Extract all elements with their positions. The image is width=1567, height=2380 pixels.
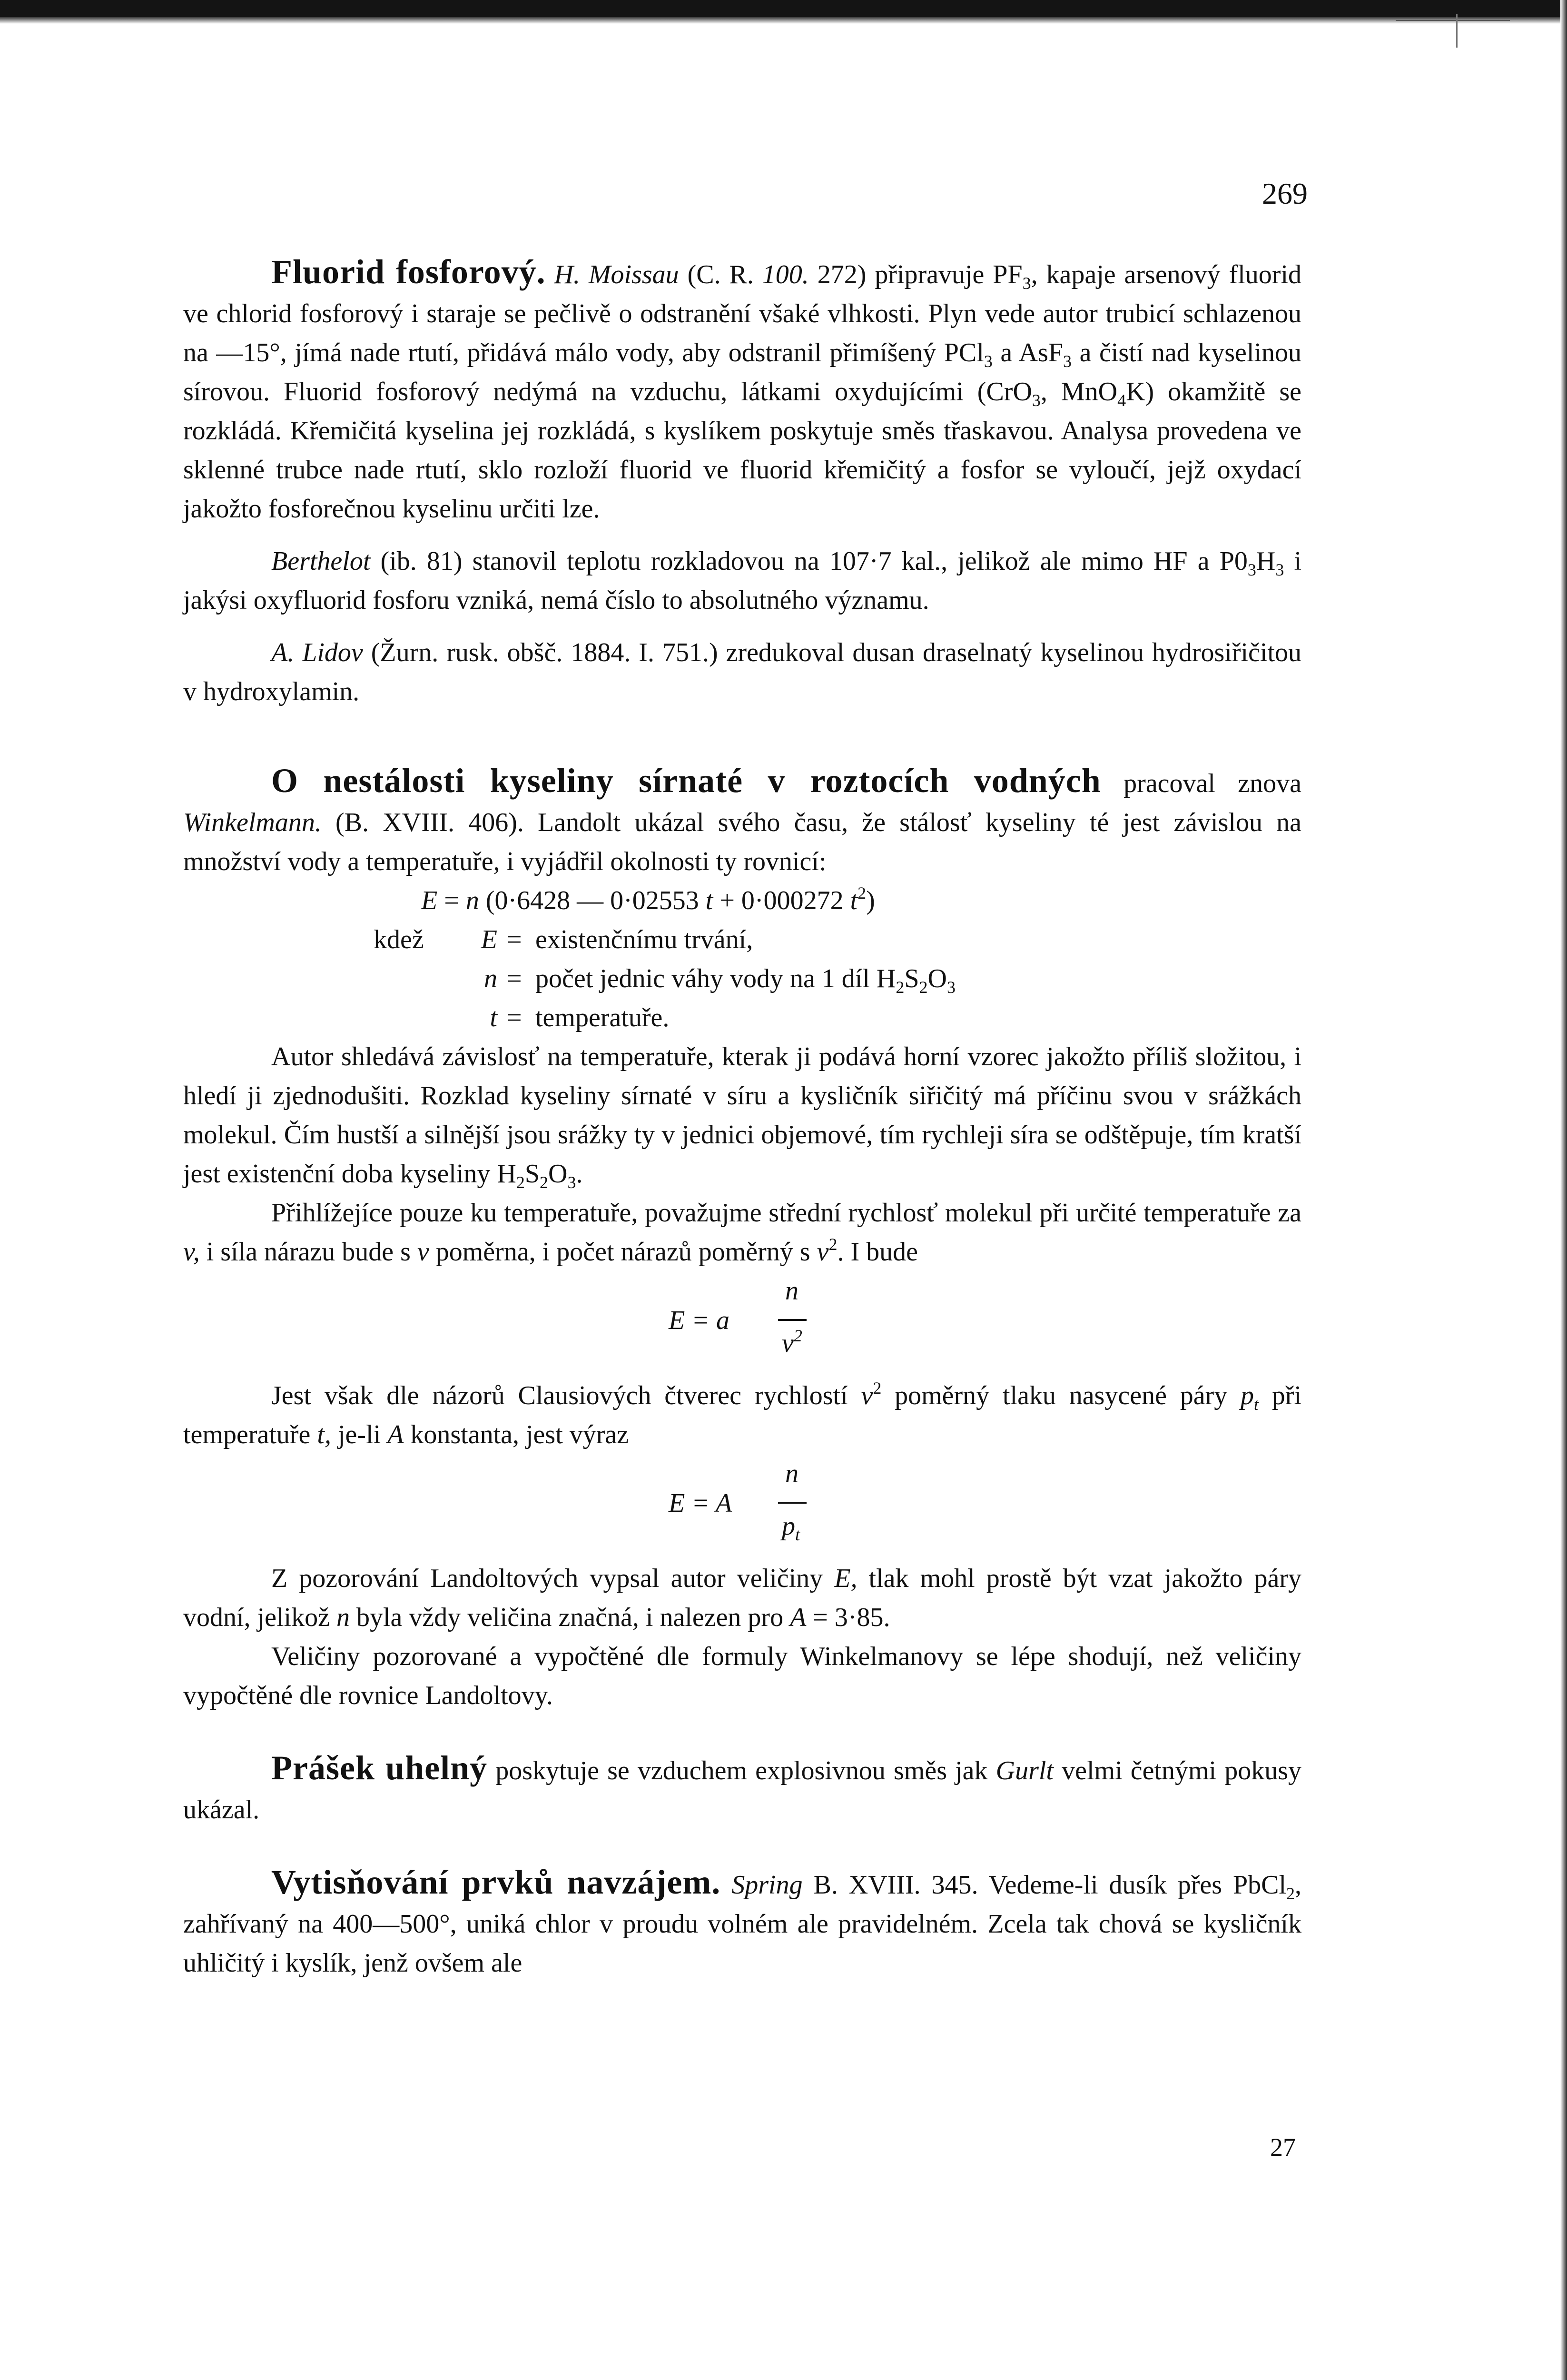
subscript: 2	[919, 978, 928, 997]
text: při temperatuře	[183, 1381, 1302, 1449]
fraction-denominator	[782, 1507, 800, 1546]
text: p	[782, 1511, 795, 1541]
subscript: 3	[946, 978, 956, 997]
text: )	[866, 886, 875, 915]
text: v,	[183, 1237, 200, 1267]
text: =	[507, 1003, 522, 1032]
superscript: 2	[873, 1378, 882, 1398]
text: O	[927, 964, 947, 993]
heading-prasek: Prášek uhelný	[271, 1749, 488, 1787]
text: n	[785, 1276, 798, 1306]
text: t	[850, 886, 858, 915]
text: A	[790, 1603, 807, 1632]
scan-top-shadow	[0, 17, 1567, 24]
text: poměrný tlaku nasycené páry	[895, 1381, 1228, 1410]
text: n	[785, 1459, 798, 1488]
subscript: 2	[1286, 1884, 1295, 1903]
text: +	[719, 886, 735, 915]
text: E,	[834, 1564, 857, 1593]
subscript: 3	[1247, 560, 1256, 579]
author-moissau: H. Moissau	[554, 260, 679, 289]
text: velmi četnými pokusy ukázal.	[183, 1756, 1302, 1825]
subscript: 2	[540, 1173, 549, 1192]
text: p	[1241, 1381, 1254, 1410]
text: Autor shledává závislosť na temperatuře, kterak ji podává horní vzorec jakožto příliš složitou, i hledí ji zjednodušiti. Rozklad kyseliny sírnaté v síru a kysličník siřičitý má příčinu svou v srážkách molekul. Čím hustší a silnější jsou srážky ty v jednici objemové, tím rychleji síra se odštěpuje, tím kratší jest existenční doba kyseliny H	[183, 1042, 1301, 1189]
subscript: 2	[516, 1173, 525, 1192]
author-winkelmann: Winkelmann.	[183, 808, 322, 837]
text: (B. XVIII. 406). Landolt ukázal svého času, že stálosť kyseliny té jest závislou na množství vody a temperatuře, i vyjádřil okolnosti ty rovnicí:	[183, 808, 1301, 876]
text: 272) připravuje PF	[817, 260, 1023, 289]
subscript: 3	[1275, 560, 1284, 579]
text: K) okamžitě se rozkládá. Křemičitá kyselina jej rozkládá, s kyslíkem poskytuje směs třaskavou. Analysa provedena ve sklenné trubce nade rtutí, sklo rozloží fluorid ve fluorid křemičitý a fosfor se vyloučí, jejž oxydací jakožto fosforečnou kyselinu určiti lze.	[183, 377, 1302, 524]
text: a čistí nad kyselinou sírovou. Fluorid fosforový nedýmá na vzduchu, látkami oxydujícími (CrO	[183, 338, 1301, 407]
page-number: 269	[1262, 177, 1308, 210]
page-body	[183, 252, 1301, 1983]
text: 0·000272	[741, 886, 844, 915]
author-lidov: A. Lidov	[271, 638, 363, 667]
text: t	[1254, 1395, 1259, 1414]
text	[535, 959, 956, 998]
text: =	[507, 925, 522, 954]
text: Jest však dle názorů Clausiových čtverec rychlostí	[271, 1381, 848, 1410]
text: E	[481, 925, 497, 954]
signature-mark: 27	[1270, 2133, 1296, 2162]
definition-t	[183, 998, 1301, 1037]
text: v	[861, 1381, 873, 1410]
paragraph-autor	[183, 1037, 1301, 1193]
subscript: 3	[1022, 274, 1031, 293]
text: v	[782, 1329, 794, 1358]
section-vytisnovani	[183, 1863, 1301, 1983]
text: A	[387, 1420, 404, 1449]
formula-E-a	[183, 1271, 1301, 1376]
text: počet jednic váhy vody na 1 díl H	[535, 964, 896, 993]
scan-top-edge	[0, 0, 1567, 17]
text: , MnO	[1040, 377, 1118, 407]
text: pracoval znova	[1101, 769, 1302, 798]
text: E = A	[669, 1488, 732, 1518]
text: 100.	[762, 260, 809, 289]
section-fluorid	[183, 252, 1301, 528]
heading-nestalost: O nestálosti kyseliny sírnaté v roztocích vodných	[271, 762, 1101, 800]
text: (ib. 81) stanovil teplotu rozkladovou na 107·7 kal., jelikož ale mimo HF a P0	[380, 546, 1248, 576]
text: Přihlížejíce pouze ku temperatuře, považujme střední rychlosť molekul při určité temperatuře za	[271, 1198, 1301, 1228]
subscript: 4	[1117, 391, 1126, 410]
text: E = a	[669, 1306, 729, 1335]
definition-E	[183, 920, 1301, 959]
scan-right-edge	[1560, 0, 1567, 2380]
text: byla vždy veličina značná, i nalezen pro	[356, 1603, 784, 1632]
text: (Žurn. rusk. obšč. 1884. I. 751.) zredukoval dusan draselnatý kyselinou hydrosiřičitou v hydroxylamin.	[183, 638, 1302, 706]
equation-landolt	[183, 881, 1301, 920]
fraction-denominator	[782, 1324, 802, 1363]
definition-n	[183, 959, 1301, 998]
superscript: 2	[857, 883, 867, 902]
text: =	[507, 964, 522, 993]
subscript: 2	[896, 978, 905, 997]
text: tlak mohl prostě být vzat jakožto páry vodní, jelikož	[183, 1564, 1302, 1632]
text: S	[904, 964, 919, 993]
text: (0·6428 — 0·02553	[485, 886, 699, 915]
text: konstanta, jest výraz	[410, 1420, 629, 1449]
text: v	[817, 1237, 829, 1267]
text: poměrna, i počet nárazů poměrný s	[435, 1237, 810, 1267]
text: n	[465, 886, 479, 915]
text: = 3·85.	[813, 1603, 890, 1632]
subscript: 3	[567, 1173, 576, 1192]
paragraph-clausius	[183, 1376, 1301, 1454]
fraction-bar	[778, 1319, 807, 1321]
section-nestalost	[183, 761, 1301, 881]
text: , zahřívaný na 400—500°, uniká chlor v proudu volném ale pravidelném. Zcela tak chová se kysličník uhličitý i kyslík, jenž ovšem ale	[183, 1870, 1302, 1978]
text: i síla nárazu bude s	[206, 1237, 411, 1267]
subscript: 3	[984, 352, 993, 371]
text: existenčnímu trvání,	[535, 925, 753, 954]
section-berthelot	[183, 542, 1301, 620]
text: temperatuře.	[535, 1003, 670, 1032]
text: S	[524, 1159, 540, 1189]
text: v	[417, 1237, 429, 1267]
superscript: 2	[828, 1235, 838, 1254]
text: O	[548, 1159, 568, 1189]
heading-fluorid: Fluorid fosforový.	[271, 253, 546, 291]
text: .	[576, 1159, 583, 1189]
text: E	[421, 886, 438, 915]
text: (C. R.	[687, 260, 754, 289]
text: a AsF	[992, 338, 1064, 367]
heading-vytisnovani: Vytisňování prvků navzájem.	[271, 1863, 721, 1901]
text: =	[444, 886, 459, 915]
section-lidov	[183, 633, 1301, 711]
subscript: 3	[1063, 352, 1072, 371]
text: je-li	[337, 1420, 381, 1449]
text: n	[484, 964, 497, 993]
paragraph-veliciny: Veličiny pozorované a vypočtěné dle formuly Winkelmanovy se lépe shodují, než veličiny vypočtěné dle rovnice Landoltovy.	[183, 1642, 1301, 1710]
section-prasek	[183, 1748, 1301, 1829]
text: n	[336, 1603, 350, 1632]
equation-definitions	[183, 920, 1301, 1037]
text: i jakýsi oxyfluorid fosforu vzniká, nemá číslo to absolutného významu.	[183, 546, 1302, 615]
text: t	[490, 1003, 497, 1032]
text: H	[1256, 546, 1276, 576]
subscript: t	[795, 1525, 800, 1544]
paragraph-prihlizejice	[183, 1193, 1301, 1271]
superscript: 2	[793, 1326, 802, 1345]
subscript: 3	[1032, 391, 1041, 410]
text: poskytuje se vzduchem explosivnou směs jak	[495, 1756, 988, 1785]
formula-E-A	[183, 1454, 1301, 1559]
fraction-bar	[778, 1502, 807, 1504]
author-berthelot: Berthelot	[271, 546, 371, 576]
scan-mark-vertical	[1456, 14, 1458, 48]
text: . I bude	[837, 1237, 918, 1267]
text: Z pozorování Landoltových vypsal autor veličiny	[271, 1564, 823, 1593]
author-gurlt: Gurlt	[995, 1756, 1054, 1785]
author-spring: Spring	[731, 1870, 803, 1900]
scan-mark	[1396, 20, 1510, 21]
text: B. XVIII. 345. Vedeme-li dusík přes PbCl	[813, 1870, 1287, 1900]
text: , kapaje arsenový fluorid ve chlorid fosforový i staraje se pečlivě o odstranění všaké vlhkosti. Plyn vede autor trubicí schlazenou na —15°, jímá nade rtutí, přidává málo vody, aby odstranil přimíšený PCl	[183, 260, 1302, 367]
text: kdež	[374, 925, 424, 954]
text: t	[705, 886, 713, 915]
text: t,	[317, 1420, 331, 1449]
paragraph-pozorovani	[183, 1559, 1301, 1637]
